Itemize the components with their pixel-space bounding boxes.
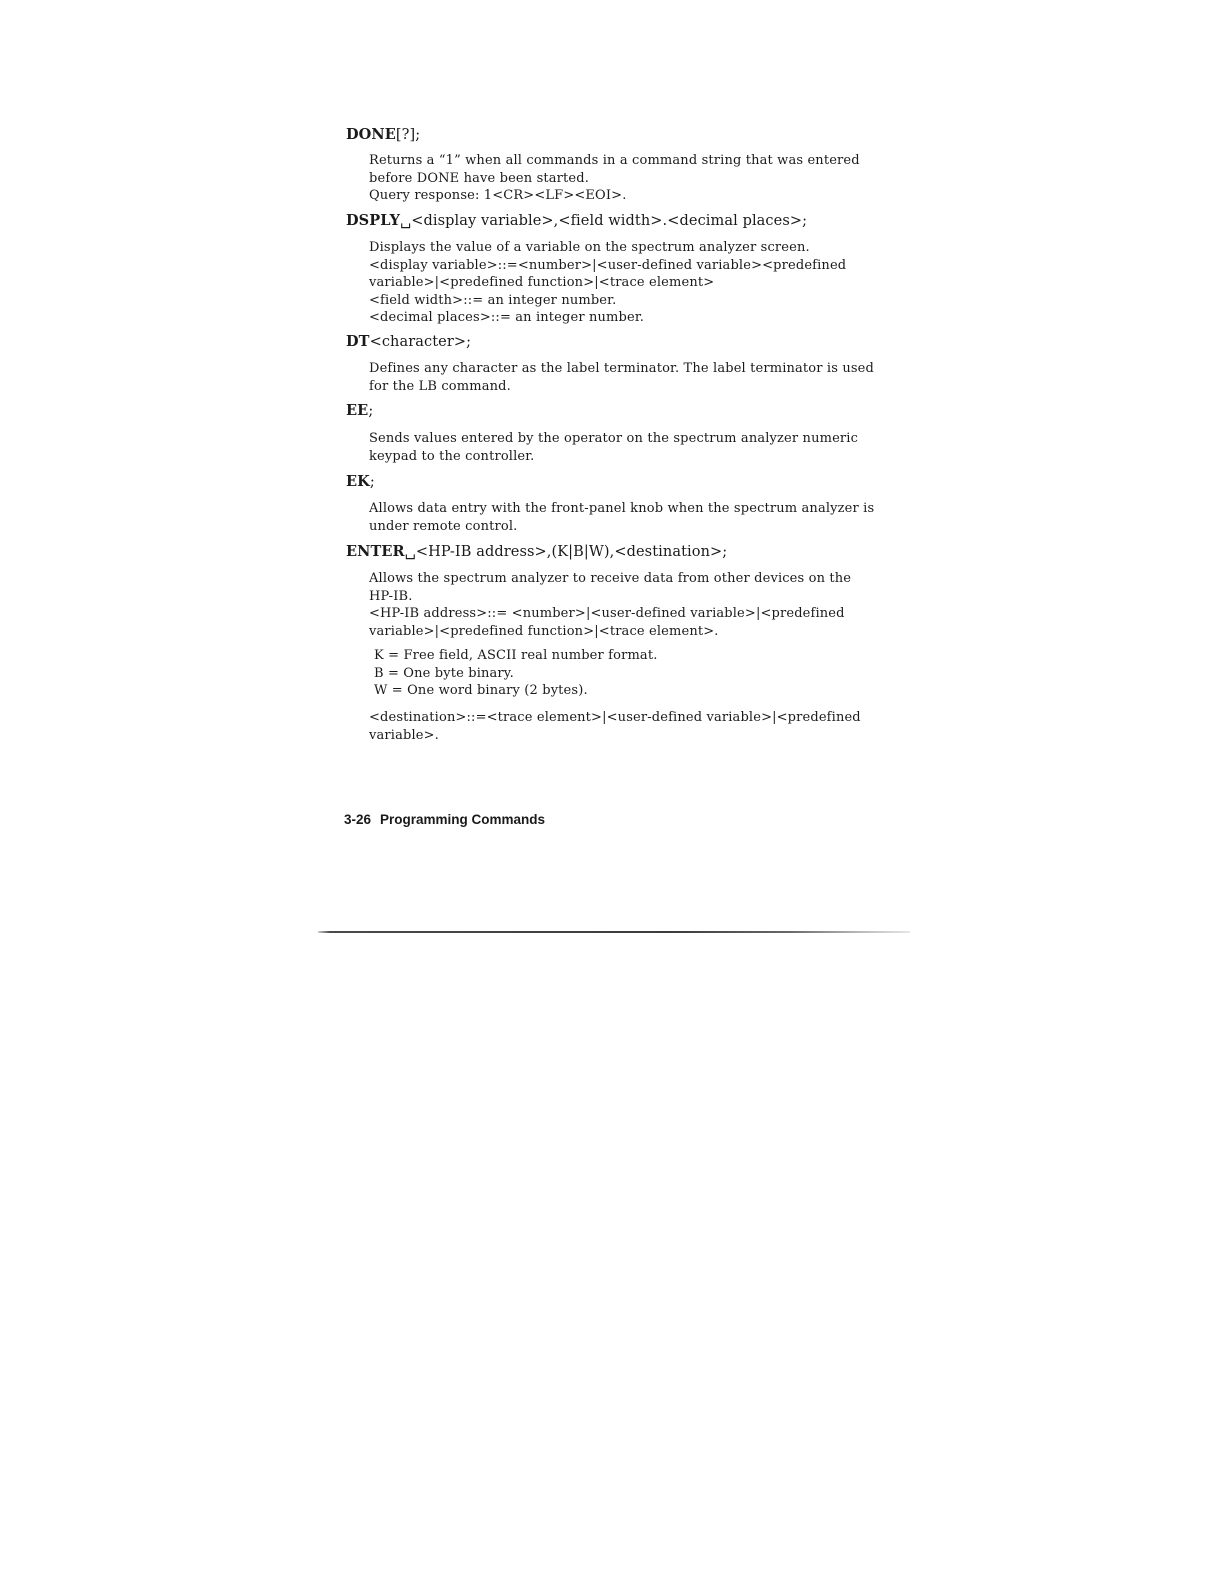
- command-syntax: [?];: [395, 127, 421, 143]
- command-keyword: DONE: [346, 126, 396, 143]
- command-description-dt: [369, 360, 874, 395]
- description-line: Returns a “1” when all commands in a command string that was entered: [369, 153, 860, 168]
- command-keyword: ENTER: [346, 543, 405, 560]
- command-heading-dt: [346, 333, 471, 351]
- command-keyword: DSPLY: [346, 212, 401, 229]
- description-line: <HP-IB address>::= <number>|<user-defined variable>|<predefined: [369, 606, 845, 621]
- description-line: HP-IB.: [369, 588, 413, 604]
- description-line: variable>|<predefined function>|<trace element>: [369, 275, 715, 290]
- description-line: <destination>::=<trace element>|<user-defined variable>|<predefined: [369, 710, 861, 725]
- description-line: <display variable>::=<number>|<user-defined variable><predefined: [369, 257, 847, 273]
- command-description-done: [369, 152, 869, 205]
- command-keyword: EE: [346, 402, 369, 419]
- format-options-list: [374, 647, 658, 700]
- description-line: Sends values entered by the operator on the spectrum analyzer numeric: [369, 431, 859, 446]
- command-keyword: EK: [346, 473, 370, 490]
- format-option-w: W = One word binary (2 bytes).: [374, 683, 588, 698]
- description-line: Allows data entry with the front-panel knob when the spectrum analyzer is: [369, 501, 875, 516]
- description-line: variable>|<predefined function>|<trace element>.: [369, 623, 719, 639]
- command-syntax: ;: [368, 403, 374, 419]
- description-line: before DONE have been started.: [369, 170, 590, 186]
- description-line: under remote control.: [369, 518, 518, 534]
- command-syntax: ␣<HP-IB address>,(K|B|W),<destination>;: [404, 544, 728, 560]
- description-line: Allows the spectrum analyzer to receive data from other devices on the: [369, 571, 852, 586]
- command-heading-enter: [346, 543, 727, 561]
- description-line: variable>.: [369, 727, 439, 743]
- command-syntax: <character>;: [369, 334, 472, 350]
- command-description-ek: [369, 500, 875, 535]
- format-option-b: B = One byte binary.: [374, 665, 514, 681]
- command-description-ee: [369, 430, 869, 465]
- description-line: <decimal places>::= an integer number.: [369, 310, 645, 325]
- page-number: 3-26: [344, 812, 372, 827]
- format-option-k: K = Free field, ASCII real number format.: [374, 648, 658, 663]
- command-syntax: ␣<display variable>,<field width>.<decimal places>;: [400, 213, 808, 229]
- destination-definition: [369, 709, 869, 744]
- description-line: Query response: 1<CR><LF><EOI>.: [369, 188, 627, 203]
- page-footer: [344, 812, 545, 827]
- command-heading-ee: [346, 402, 373, 420]
- command-description-dsply: [369, 239, 869, 327]
- description-line: <field width>::= an integer number.: [369, 292, 617, 308]
- scan-edge-divider: [318, 931, 910, 933]
- command-heading-done: [346, 126, 420, 144]
- description-line: Displays the value of a variable on the spectrum analyzer screen.: [369, 240, 810, 255]
- description-line: Defines any character as the label terminator. The label terminator is used: [369, 361, 874, 376]
- command-heading-dsply: [346, 212, 807, 230]
- command-heading-ek: [346, 473, 375, 491]
- command-syntax: ;: [369, 474, 375, 490]
- command-keyword: DT: [346, 333, 370, 350]
- description-line: for the LB command.: [369, 378, 511, 394]
- description-line: keypad to the controller.: [369, 448, 535, 464]
- section-title: Programming Commands: [380, 812, 546, 827]
- command-description-enter: [369, 570, 869, 640]
